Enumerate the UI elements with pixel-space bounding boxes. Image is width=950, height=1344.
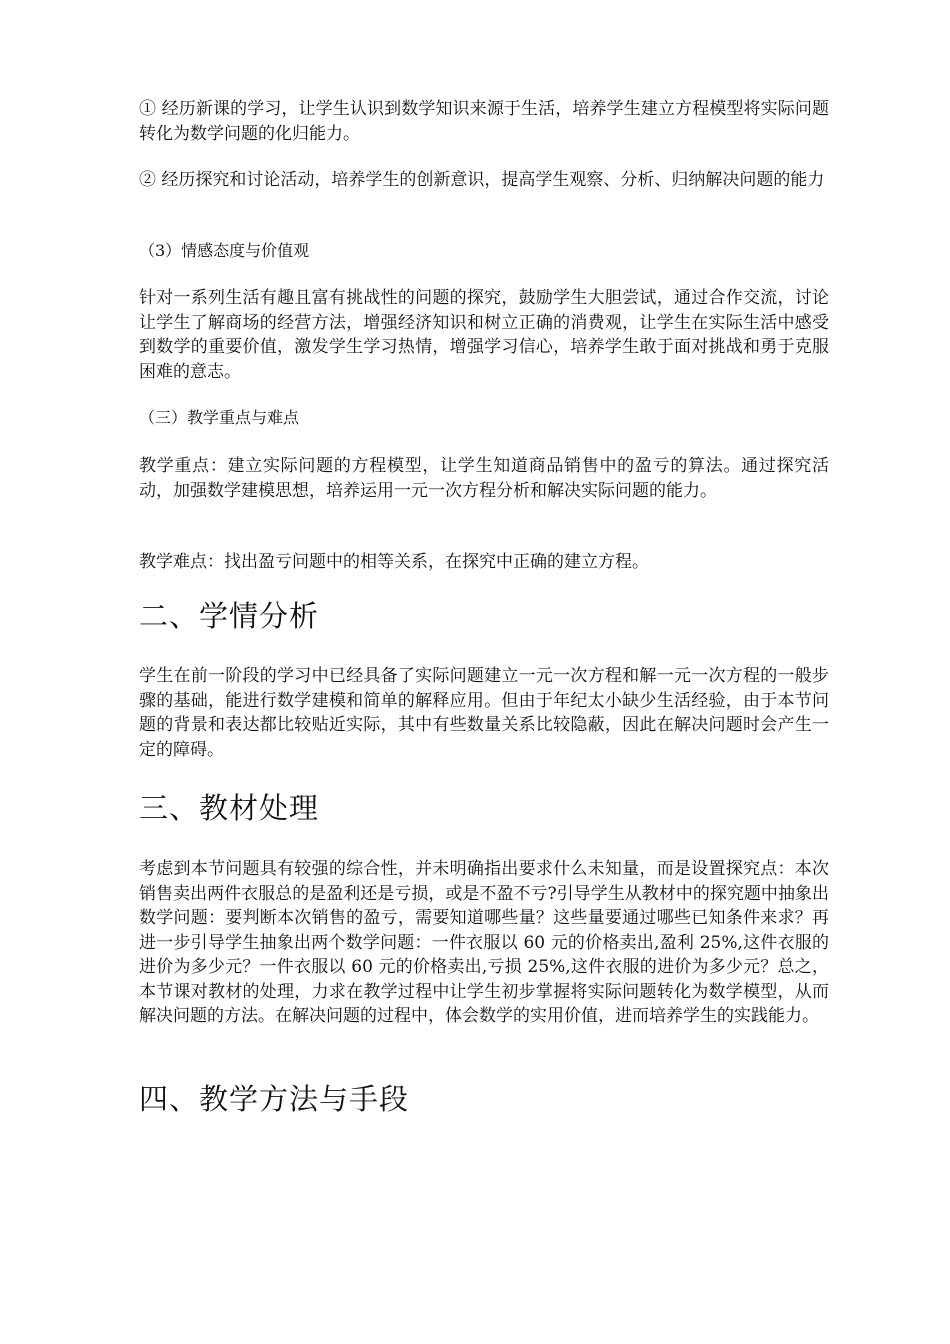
objective-item-1: ① 经历新课的学习，让学生认识到数学知识来源于生活，培养学生建立方程模型将实际问题转化为数学问题的化归能力。 bbox=[139, 99, 829, 144]
objective-item-2: ② 经历探究和讨论活动，培养学生的创新意识，提高学生观察、分析、归纳解决问题的能力 bbox=[139, 170, 825, 190]
key-point-paragraph: 教学重点：建立实际问题的方程模型，让学生知道商品销售中的盈亏的算法。通过探究活动，加强数学建模思想，培养运用一元一次方程分析和解决实际问题的能力。 bbox=[139, 456, 829, 501]
section-heading-learner-analysis: 二、学情分析 bbox=[139, 599, 320, 633]
section-heading-material-processing: 三、教材处理 bbox=[139, 791, 320, 825]
learner-analysis-paragraph: 学生在前一阶段的学习中已经具备了实际问题建立一元一次方程和解一元一次方程的一般步骤的基础，能进行数学建模和简单的解释应用。但由于年纪太小缺少生活经验，由于本节问题的背景和表达都比较贴近实际，其中有些数量关系比较隐蔽，因此在解决问题时会产生一定的障碍。 bbox=[139, 666, 829, 760]
material-processing-paragraph: 考虑到本节问题具有较强的综合性，并未明确指出要求什么未知量，而是设置探究点：本次销售卖出两件衣服总的是盈利还是亏损，或是不盈不亏?引导学生从教材中的探究题中抽象出数学问题：要判断本次销售的盈亏，需要知道哪些量？这些量要通过哪些已知条件来求？再进一步引导学生抽象出两个数学问题：一件衣服以 60 元的价格卖出,盈利 25%,这件衣服的进价为多少元？一件衣服以 60 元的价格卖出,亏损 25%,这件衣服的进价为多少元？总之，本节课对教材的处理，力求在教学过程中让学生初步掌握将实际问题转化为数学模型，从而解决问题的方法。在解决问题的过程中，体会数学的实用价值，进而培养学生的实践能力。 bbox=[139, 859, 829, 1026]
subheading-attitude-values: （3）情感态度与价值观 bbox=[139, 241, 310, 260]
section-heading-teaching-methods: 四、教学方法与手段 bbox=[139, 1082, 410, 1116]
subheading-key-difficult-points: （三）教学重点与难点 bbox=[139, 408, 300, 427]
difficulty-paragraph: 教学难点：找出盈亏问题中的相等关系，在探究中正确的建立方程。 bbox=[139, 552, 649, 572]
attitude-values-paragraph: 针对一系列生活有趣且富有挑战性的问题的探究，鼓励学生大胆尝试，通过合作交流，讨论让学生了解商场的经营方法，增强经济知识和树立正确的消费观，让学生在实际生活中感受到数学的重要价值，激发学生学习热情，增强学习信心，培养学生敢于面对挑战和勇于克服困难的意志。 bbox=[139, 288, 829, 382]
